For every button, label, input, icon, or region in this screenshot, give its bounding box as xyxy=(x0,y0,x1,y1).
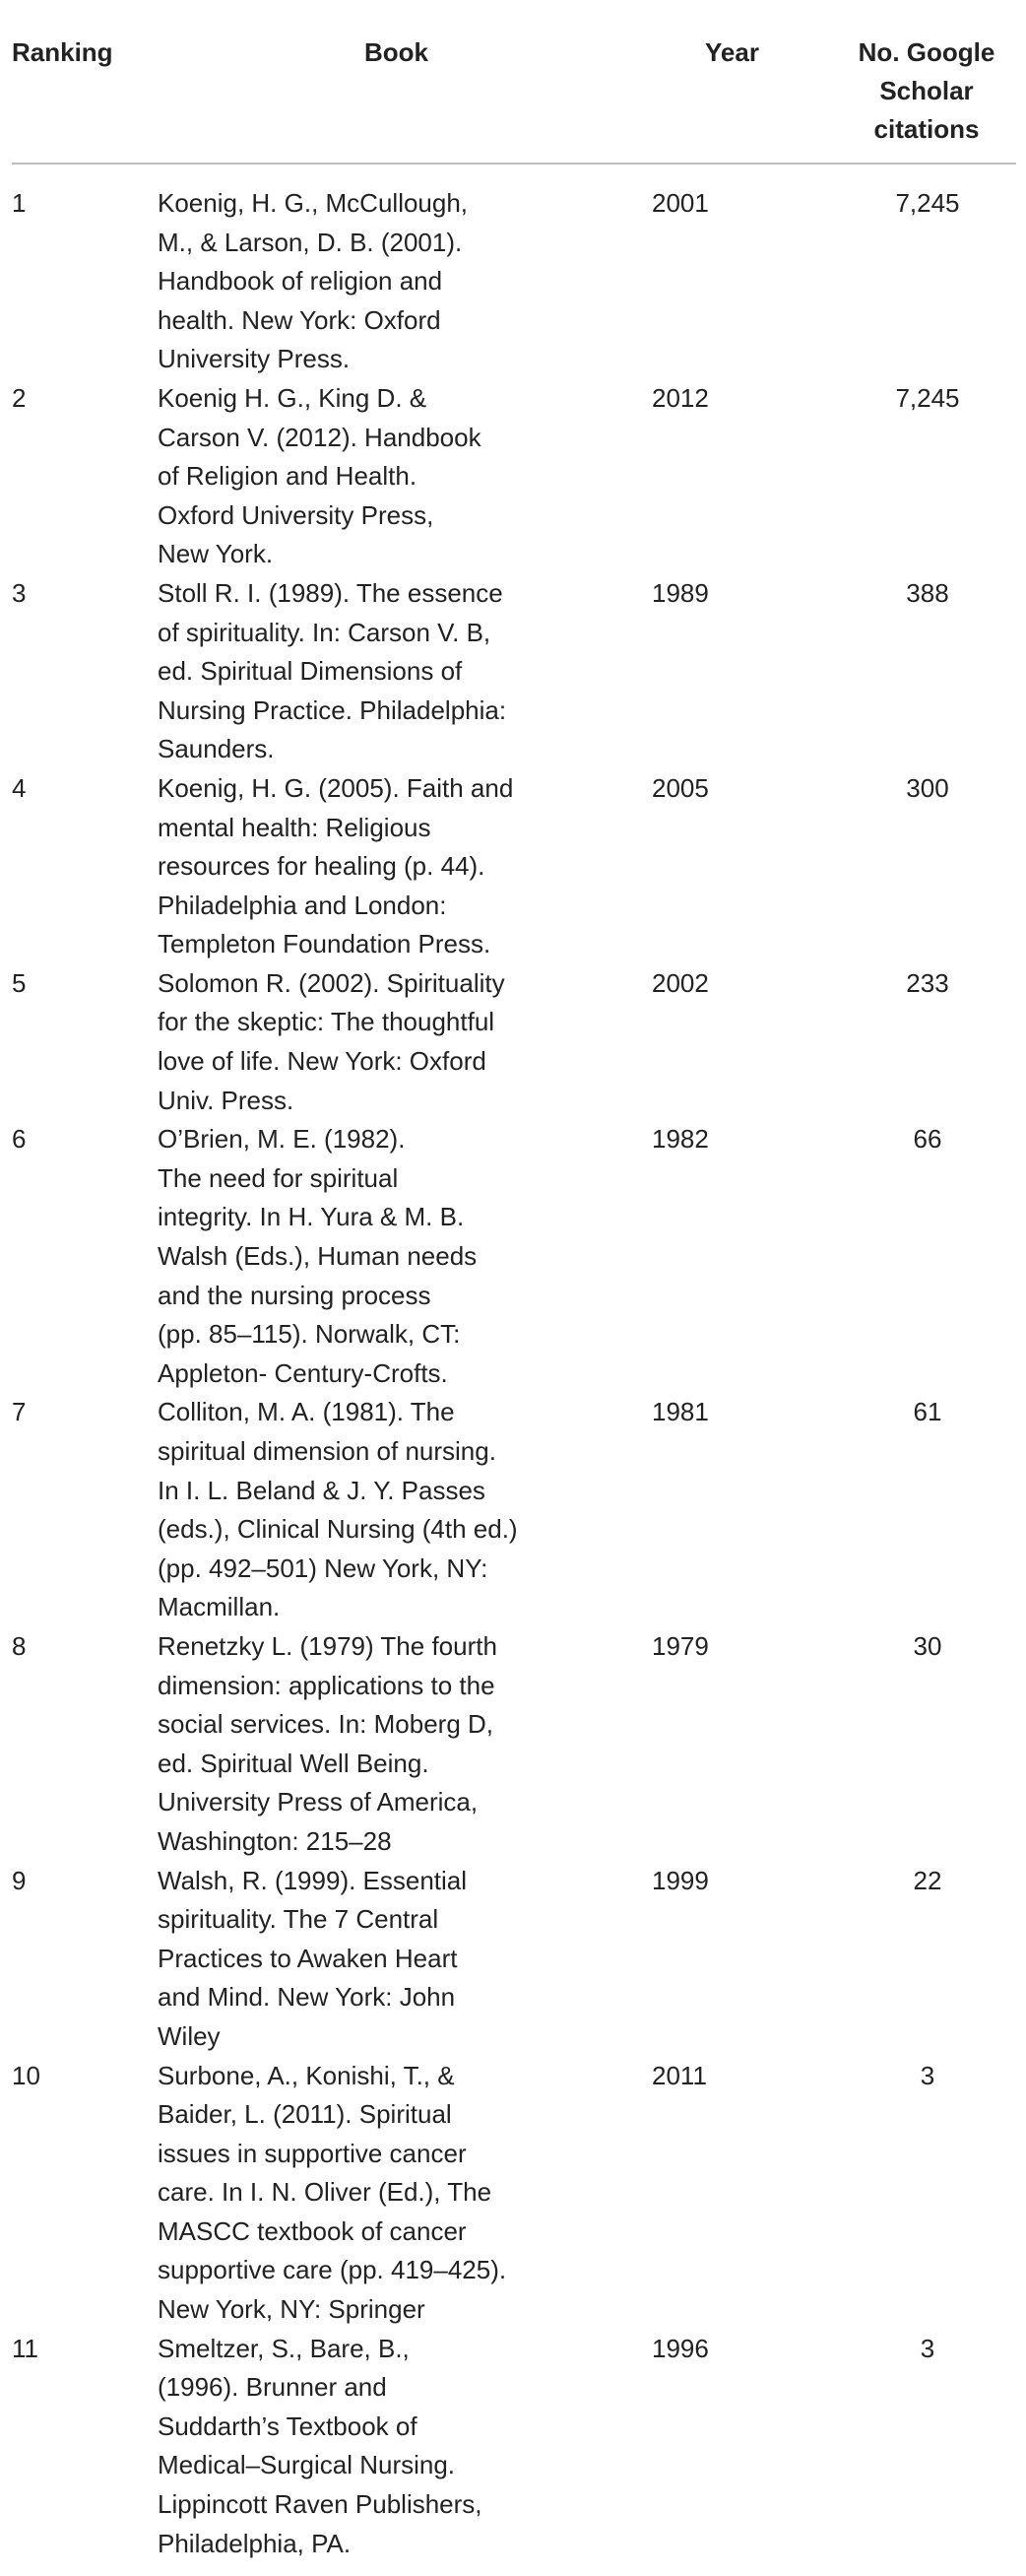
year-cell: 1982 xyxy=(652,1124,709,1155)
ranking-cell: 5 xyxy=(12,967,27,998)
citations-cell: 3 xyxy=(920,2060,935,2090)
citations-cell: 300 xyxy=(906,772,949,803)
ranking-cell: 9 xyxy=(12,1865,27,1895)
year-cell: 2012 xyxy=(652,382,709,413)
ranking-cell: 10 xyxy=(12,2060,40,2090)
citations-cell: 30 xyxy=(913,1630,942,1661)
header-citations: No. Google Scholar citations xyxy=(829,26,1016,164)
year-cell: 1999 xyxy=(652,1865,709,1895)
table-row xyxy=(12,1393,1016,1627)
year-cell: 1981 xyxy=(652,1397,709,1427)
book-cell: Surbone, A., Konishi, T., & Baider, L. (2011). Spiritual issues in supportive cancer care. In I. N. Oliver (Ed.), The MASCC textbook of cancer supportive care (pp. 419–425). New York, NY: Springer xyxy=(158,2060,507,2325)
book-cell: Stoll R. I. (1989). The essence of spirituality. In: Carson V. B, ed. Spiritual Dimensions of Nursing Practice. Philadelphia: Saunders. xyxy=(158,577,507,764)
book-cell: O’Brien, M. E. (1982). The need for spiritual integrity. In H. Yura & M. B. Walsh (Eds.), Human needs and the nursing process (pp. 85–115). Norwalk, CT: Appleton- Century-Crofts. xyxy=(158,1124,478,1388)
book-cell: Smeltzer, S., Bare, B., (1996). Brunner and Suddarth’s Textbook of Medical–Surgical Nursing. Lippincott Raven Publishers, Philadelphia, PA. xyxy=(158,2333,482,2558)
ranking-cell: 8 xyxy=(12,1630,27,1661)
table-row xyxy=(12,2330,1016,2564)
header-year: Year xyxy=(635,26,829,164)
citations-cell: 7,245 xyxy=(895,382,960,413)
book-cell: Walsh, R. (1999). Essential spirituality. The 7 Central Practices to Awaken Heart and Mind. New York: John Wiley xyxy=(158,1865,468,2051)
citations-cell: 66 xyxy=(913,1124,942,1155)
table-body xyxy=(12,164,1016,2563)
table-row xyxy=(12,2057,1016,2330)
table-row xyxy=(12,1120,1016,1393)
book-cell: Renetzky L. (1979) The fourth dimension: applications to the social services. In: Moberg D, ed. Spiritual Well Being. University Press of America, Washington: 215–28 xyxy=(158,1630,497,1856)
citations-cell: 22 xyxy=(913,1865,942,1895)
year-cell: 2001 xyxy=(652,188,709,218)
citations-cell: 388 xyxy=(906,577,949,608)
table-header xyxy=(12,26,1016,164)
book-cell: Koenig, H. G., McCullough, M., & Larson, D. B. (2001). Handbook of religion and health. New York: Oxford University Press. xyxy=(158,188,469,374)
book-cell: Solomon R. (2002). Spirituality for the skeptic: The thoughtful love of life. New York: Oxford Univ. Press. xyxy=(158,967,505,1115)
book-cell: Koenig H. G., King D. & Carson V. (2012). Handbook of Religion and Health. Oxford University Press, New York. xyxy=(158,382,481,569)
year-cell: 1996 xyxy=(652,2333,709,2363)
header-row xyxy=(12,26,1016,164)
year-cell: 2005 xyxy=(652,772,709,803)
books-citation-table xyxy=(12,26,1016,2563)
citations-cell: 233 xyxy=(906,967,949,998)
year-cell: 2011 xyxy=(652,2060,707,2090)
book-cell: Koenig, H. G. (2005). Faith and mental health: Religious resources for healing (p. 44). Philadelphia and London: Templeton Foundation Press. xyxy=(158,772,514,959)
year-cell: 1979 xyxy=(652,1630,709,1661)
ranking-cell: 4 xyxy=(12,772,27,803)
header-ranking: Ranking xyxy=(12,26,158,164)
table-row xyxy=(12,964,1016,1120)
ranking-cell: 6 xyxy=(12,1124,27,1155)
year-cell: 2002 xyxy=(652,967,709,998)
ranking-cell: 11 xyxy=(12,2333,38,2363)
year-cell: 1989 xyxy=(652,577,709,608)
header-book: Book xyxy=(158,26,635,164)
citations-cell: 7,245 xyxy=(895,188,960,218)
citations-cell: 3 xyxy=(920,2333,935,2363)
ranking-cell: 2 xyxy=(12,382,27,413)
table-row xyxy=(12,379,1016,574)
table-row xyxy=(12,164,1016,379)
table-row xyxy=(12,1627,1016,1862)
ranking-cell: 3 xyxy=(12,577,27,608)
table-row xyxy=(12,1862,1016,2057)
ranking-cell: 7 xyxy=(12,1397,27,1427)
table-row xyxy=(12,574,1016,769)
citations-cell: 61 xyxy=(913,1397,942,1427)
ranking-cell: 1 xyxy=(12,188,27,218)
book-cell: Colliton, M. A. (1981). The spiritual dimension of nursing. In I. L. Beland & J. Y. Passes (eds.), Clinical Nursing (4th ed.) (pp. 492–501) New York, NY: Macmillan. xyxy=(158,1397,518,1622)
table-row xyxy=(12,769,1016,964)
